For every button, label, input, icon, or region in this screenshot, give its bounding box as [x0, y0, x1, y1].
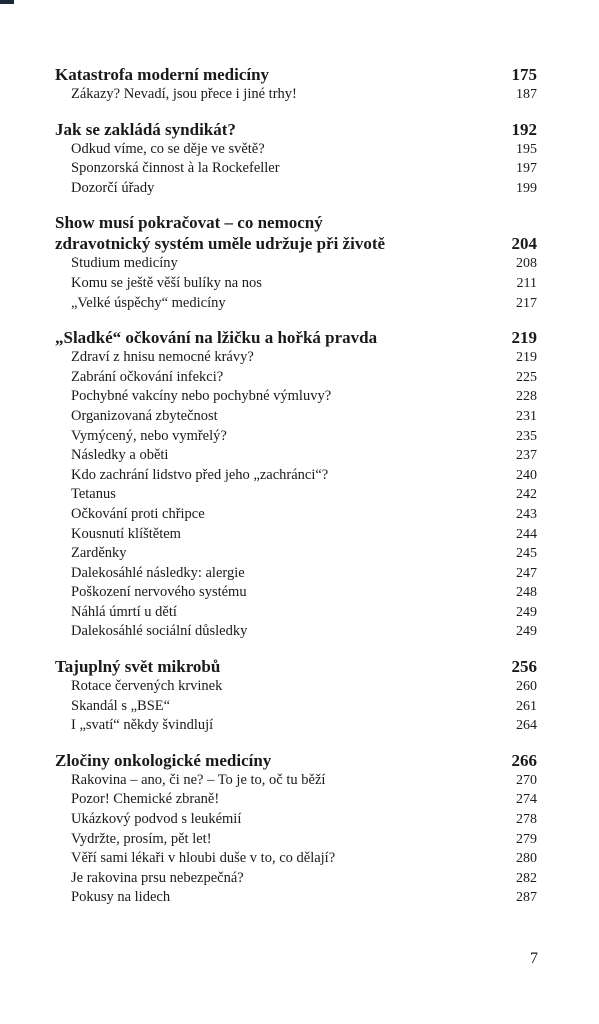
entry-page-number: 217: [516, 295, 537, 311]
entry-page-number: 243: [516, 506, 537, 522]
chapter-title: [55, 64, 269, 85]
entry-title: Poškození nervového systému: [71, 584, 247, 601]
chapter-heading: [55, 750, 537, 771]
entry-page-number: 240: [516, 467, 537, 483]
entry-page-number: 287: [516, 890, 537, 906]
entry-page-number: 242: [516, 487, 537, 503]
toc-entry: [55, 407, 537, 427]
chapter-title: [55, 750, 271, 771]
chapter-title: [55, 656, 220, 677]
toc-entry: [55, 716, 537, 736]
entry-title: Dalekosáhlé sociální důsledky: [71, 623, 248, 640]
table-of-contents: [55, 64, 537, 922]
chapter-title-line: Tajuplný svět mikrobů: [55, 657, 221, 677]
entry-title: Následky a oběti: [71, 447, 169, 464]
toc-chapter: [55, 327, 537, 642]
toc-entry: [55, 790, 537, 810]
chapter-title-line: zdravotnický systém uměle udržuje při životě: [55, 234, 386, 254]
chapter-title: [55, 327, 377, 348]
entry-title: Zdraví z hnisu nemocné krávy?: [71, 349, 254, 366]
toc-entry: [55, 254, 537, 274]
entry-page-number: 187: [516, 87, 537, 102]
toc-entry: [55, 179, 537, 199]
chapter-heading: [55, 119, 537, 140]
chapter-heading: [55, 64, 537, 85]
entry-page-number: 274: [516, 792, 537, 808]
toc-entry: [55, 830, 537, 850]
chapter-page-number: 256: [511, 657, 537, 677]
toc-entry: [55, 622, 537, 642]
entry-title: „Velké úspěchy“ medicíny: [71, 294, 226, 311]
toc-entry: [55, 485, 537, 505]
chapter-heading: [55, 327, 537, 348]
entry-page-number: 231: [516, 408, 537, 424]
toc-entry: [55, 869, 537, 889]
entry-title: Vydržte, prosím, pět let!: [71, 830, 212, 847]
entry-page-number: 261: [516, 698, 537, 714]
toc-entry: [55, 677, 537, 697]
entry-title: Dozorčí úřady: [71, 179, 155, 196]
entry-title: Organizovaná zbytečnost: [71, 407, 218, 424]
chapter-heading: [55, 656, 537, 677]
entry-title: Zabrání očkování infekci?: [71, 368, 224, 385]
entry-title: Rotace červených krvinek: [71, 678, 223, 695]
entry-page-number: 248: [516, 585, 537, 601]
toc-entry: [55, 505, 537, 525]
toc-chapter: [55, 656, 537, 736]
entry-title: Věří sami lékaři v hloubi duše v to, co dělají?: [71, 850, 336, 867]
toc-chapter: [55, 212, 537, 313]
entry-page-number: 282: [516, 870, 537, 886]
toc-entry: [55, 583, 537, 603]
entry-title: Pozor! Chemické zbraně!: [71, 791, 220, 808]
entry-title: Vymýcený, nebo vymřelý?: [71, 427, 227, 444]
toc-entry: [55, 849, 537, 869]
entry-title: Očkování proti chřipce: [71, 505, 205, 522]
toc-entry: [55, 427, 537, 447]
entry-title: Kdo zachrání lidstvo před jeho „zachránci“?: [71, 466, 329, 483]
chapter-title-line: Jak se zakládá syndikát?: [55, 119, 236, 139]
toc-entry: [55, 888, 537, 908]
entry-page-number: 235: [516, 428, 537, 444]
entry-page-number: 211: [516, 275, 537, 291]
toc-entry: [55, 348, 537, 368]
entry-title: I „svatí“ někdy švindlují: [71, 717, 214, 734]
entry-title: Studium medicíny: [71, 255, 178, 272]
toc-entry: [55, 544, 537, 564]
entry-title: Dalekosáhlé následky: alergie: [71, 564, 245, 581]
corner-mark: [0, 0, 14, 4]
toc-chapter: [55, 119, 537, 199]
entry-title: Rakovina – ano, či ne? – To je to, oč tu běží: [71, 771, 326, 788]
toc-chapter: [55, 750, 537, 908]
chapter-title-line: Katastrofa moderní medicíny: [55, 65, 270, 84]
chapter-page-number: 175: [511, 65, 537, 84]
toc-entry: [55, 603, 537, 623]
entry-page-number: 225: [516, 369, 537, 385]
entry-title: Pochybné vakcíny nebo pochybné výmluvy?: [71, 388, 332, 405]
entry-page-number: 260: [516, 679, 537, 695]
entry-page-number: 195: [516, 141, 537, 157]
entry-page-number: 199: [516, 180, 537, 196]
entry-page-number: 197: [516, 161, 537, 177]
entry-page-number: 244: [516, 526, 537, 542]
entry-page-number: 264: [516, 718, 537, 734]
toc-entry: [55, 525, 537, 545]
entry-title: Ukázkový podvod s leukémií: [71, 811, 242, 828]
entry-page-number: 280: [516, 851, 537, 867]
entry-page-number: 247: [516, 565, 537, 581]
toc-entry: [55, 140, 537, 160]
entry-title: Odkud víme, co se děje ve světě?: [71, 140, 265, 157]
entry-page-number: 228: [516, 389, 537, 405]
entry-title: Komu se ještě věší bulíky na nos: [71, 274, 262, 291]
chapter-page-number: 219: [511, 328, 537, 348]
toc-entry: [55, 446, 537, 466]
entry-page-number: 270: [516, 772, 537, 788]
chapter-page-number: 266: [511, 750, 537, 770]
chapter-title-line: Zločiny onkologické medicíny: [55, 750, 272, 770]
toc-entry: [55, 368, 537, 388]
entry-title: Je rakovina prsu nebezpečná?: [71, 869, 244, 886]
toc-entry: [55, 159, 537, 179]
toc-entry: [55, 771, 537, 791]
chapter-title: [55, 119, 236, 140]
toc-entry: [55, 294, 537, 314]
toc-entry: [55, 466, 537, 486]
entry-page-number: 278: [516, 812, 537, 828]
toc-entry: [55, 274, 537, 294]
chapter-title-line: „Sladké“ očkování na lžičku a hořká pravda: [55, 328, 378, 348]
chapter-page-number: 192: [511, 119, 537, 139]
chapter-title-line: Show musí pokračovat – co nemocný: [55, 213, 323, 233]
toc-entry: [55, 697, 537, 717]
entry-title: Kousnutí klíštětem: [71, 525, 181, 542]
entry-title: Pokusy na lidech: [71, 889, 171, 906]
entry-page-number: 219: [516, 350, 537, 366]
toc-entry: [55, 85, 537, 105]
entry-title: Zarděnky: [71, 545, 127, 562]
entry-title: Sponzorská činnost à la Rockefeller: [71, 160, 280, 177]
entry-page-number: 279: [516, 831, 537, 847]
entry-title: Náhlá úmrtí u dětí: [71, 603, 177, 620]
entry-page-number: 245: [516, 546, 537, 562]
chapter-title: [55, 212, 385, 254]
page-number: 7: [530, 950, 538, 967]
entry-title: Skandál s „BSE“: [71, 697, 171, 714]
entry-page-number: 237: [516, 448, 537, 464]
entry-page-number: 249: [516, 624, 537, 640]
chapter-heading: [55, 212, 537, 254]
entry-page-number: 249: [516, 604, 537, 620]
toc-entry: [55, 810, 537, 830]
chapter-page-number: 204: [511, 234, 537, 254]
toc-entry: [55, 387, 537, 407]
toc-chapter: [55, 64, 537, 105]
toc-entry: [55, 564, 537, 584]
entry-title: Zákazy? Nevadí, jsou přece i jiné trhy!: [71, 86, 297, 102]
entry-title: Tetanus: [71, 486, 116, 503]
entry-page-number: 208: [516, 256, 537, 272]
